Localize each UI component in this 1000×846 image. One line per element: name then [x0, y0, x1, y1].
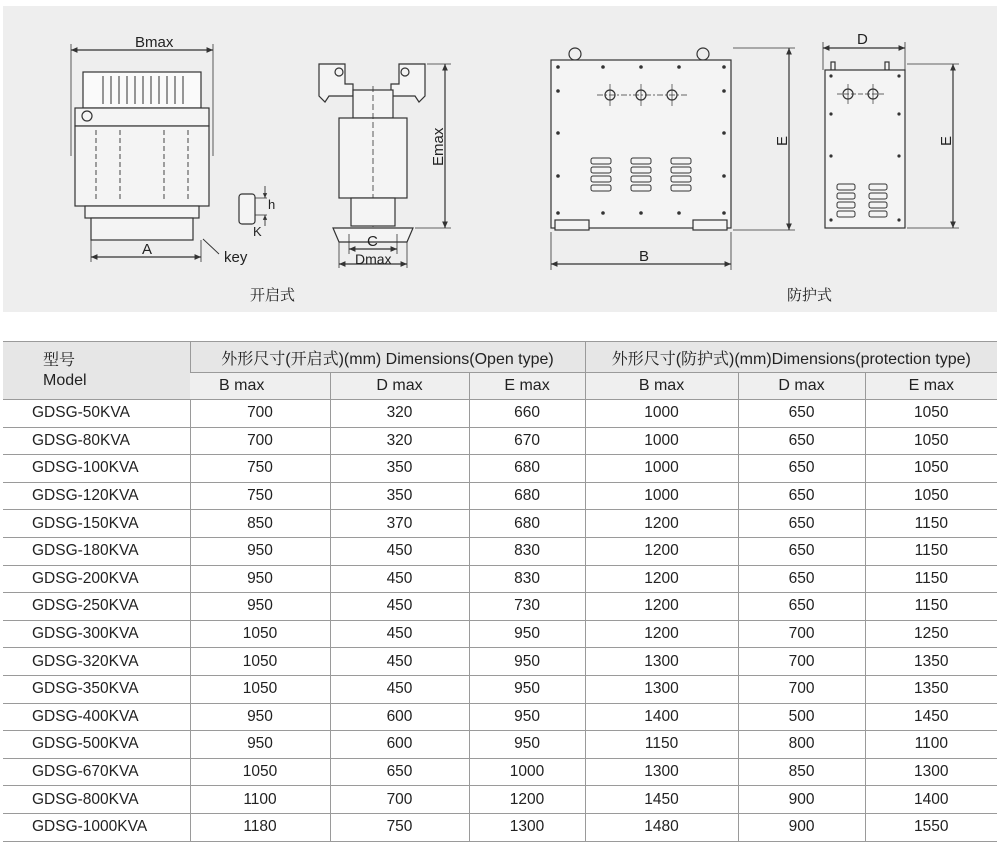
model-cell: GDSG-150KVA — [3, 510, 190, 538]
table-cell: 750 — [190, 482, 330, 510]
table-cell: 700 — [738, 675, 865, 703]
model-cell: GDSG-100KVA — [3, 455, 190, 483]
table-cell: 800 — [738, 731, 865, 759]
table-row — [3, 648, 997, 676]
table-cell: 680 — [469, 510, 585, 538]
column-header: B max — [190, 373, 330, 400]
table-cell: 700 — [190, 400, 330, 428]
table-row — [3, 537, 997, 565]
label-h: h — [268, 197, 276, 212]
table-cell: 950 — [190, 537, 330, 565]
model-cell: GDSG-250KVA — [3, 593, 190, 621]
open-type-front-view — [71, 44, 219, 262]
table-cell: 700 — [330, 786, 469, 814]
table-row — [3, 703, 997, 731]
table-cell: 950 — [190, 731, 330, 759]
table-cell: 320 — [330, 400, 469, 428]
model-header-en: Model — [43, 371, 87, 389]
column-header: E max — [865, 373, 997, 400]
table-cell: 670 — [469, 427, 585, 455]
caption-open-type: 开启式 — [250, 287, 296, 304]
table-cell: 1300 — [585, 675, 738, 703]
table-cell: 650 — [738, 510, 865, 538]
table-cell: 1050 — [865, 427, 997, 455]
table-cell: 450 — [330, 675, 469, 703]
model-cell: GDSG-200KVA — [3, 565, 190, 593]
table-cell: 650 — [738, 565, 865, 593]
table-cell: 1150 — [865, 565, 997, 593]
model-header-zh: 型号 — [43, 351, 76, 369]
table-cell: 950 — [469, 703, 585, 731]
label-b: B — [639, 248, 650, 265]
table-cell: 950 — [190, 565, 330, 593]
label-a: A — [142, 241, 153, 258]
table-cell: 730 — [469, 593, 585, 621]
table-cell: 1150 — [865, 510, 997, 538]
table-cell: 950 — [190, 593, 330, 621]
table-row — [3, 731, 997, 759]
table-cell: 850 — [190, 510, 330, 538]
table-cell: 850 — [738, 758, 865, 786]
table-cell: 1000 — [585, 455, 738, 483]
table-cell: 700 — [738, 620, 865, 648]
table-cell: 1150 — [865, 593, 997, 621]
table-cell: 350 — [330, 482, 469, 510]
table-cell: 1300 — [469, 813, 585, 841]
table-row — [3, 593, 997, 621]
table-cell: 600 — [330, 731, 469, 759]
table-row — [3, 482, 997, 510]
label-d: D — [857, 31, 868, 48]
table-row — [3, 510, 997, 538]
group-header-open: 外形尺寸(开启式)(mm) Dimensions(Open type) — [190, 342, 585, 373]
table-cell: 320 — [330, 427, 469, 455]
table-cell: 750 — [330, 813, 469, 841]
table-cell: 450 — [330, 648, 469, 676]
model-header — [3, 342, 190, 400]
label-e-front: E — [774, 135, 791, 146]
table-cell: 950 — [469, 675, 585, 703]
table-cell: 370 — [330, 510, 469, 538]
table-cell: 1550 — [865, 813, 997, 841]
table-row — [3, 565, 997, 593]
table-cell: 650 — [738, 482, 865, 510]
table-cell: 650 — [738, 593, 865, 621]
table-row — [3, 675, 997, 703]
table-row — [3, 455, 997, 483]
model-cell: GDSG-80KVA — [3, 427, 190, 455]
label-e-side: E — [938, 135, 955, 146]
table-cell: 650 — [738, 455, 865, 483]
caption-protection-type: 防护式 — [787, 287, 833, 304]
table-cell: 1200 — [585, 537, 738, 565]
label-emax: Emax — [430, 127, 447, 166]
model-cell: GDSG-50KVA — [3, 400, 190, 428]
table-cell: 1050 — [865, 400, 997, 428]
dimension-drawings-panel — [3, 6, 997, 312]
table-cell: 660 — [469, 400, 585, 428]
table-cell: 1100 — [865, 731, 997, 759]
table-cell: 1000 — [585, 400, 738, 428]
table-cell: 1150 — [865, 537, 997, 565]
table-cell: 1100 — [190, 786, 330, 814]
table-cell: 700 — [738, 648, 865, 676]
table-cell: 350 — [330, 455, 469, 483]
table-cell: 1050 — [190, 648, 330, 676]
column-header: D max — [738, 373, 865, 400]
table-cell: 450 — [330, 565, 469, 593]
table-cell: 1250 — [865, 620, 997, 648]
table-cell: 500 — [738, 703, 865, 731]
model-cell: GDSG-800KVA — [3, 786, 190, 814]
table-row — [3, 427, 997, 455]
table-row — [3, 786, 997, 814]
table-cell: 1050 — [190, 675, 330, 703]
table-cell: 1050 — [865, 455, 997, 483]
table-cell: 1000 — [585, 427, 738, 455]
table-cell: 900 — [738, 786, 865, 814]
table-cell: 1200 — [585, 593, 738, 621]
table-cell: 1350 — [865, 648, 997, 676]
table-cell: 1050 — [865, 482, 997, 510]
table-cell: 1300 — [585, 648, 738, 676]
column-header: D max — [330, 373, 469, 400]
table-cell: 450 — [330, 537, 469, 565]
group-header-protection: 外形尺寸(防护式)(mm)Dimensions(protection type) — [585, 342, 997, 373]
table-cell: 950 — [469, 731, 585, 759]
model-cell: GDSG-500KVA — [3, 731, 190, 759]
protection-type-front-view — [551, 48, 795, 270]
table-cell: 1300 — [585, 758, 738, 786]
protection-type-side-view — [823, 42, 959, 228]
table-cell: 1400 — [585, 703, 738, 731]
model-cell: GDSG-320KVA — [3, 648, 190, 676]
model-cell: GDSG-350KVA — [3, 675, 190, 703]
table-header-row — [3, 342, 997, 373]
table-cell: 1000 — [469, 758, 585, 786]
table-cell: 450 — [330, 593, 469, 621]
table-cell: 650 — [738, 427, 865, 455]
table-row — [3, 813, 997, 841]
table-cell: 1200 — [585, 510, 738, 538]
model-cell: GDSG-670KVA — [3, 758, 190, 786]
table-cell: 1200 — [469, 786, 585, 814]
label-k: K — [253, 224, 262, 239]
table-cell: 450 — [330, 620, 469, 648]
table-cell: 600 — [330, 703, 469, 731]
dimensions-table — [3, 341, 997, 842]
table-cell: 1300 — [865, 758, 997, 786]
table-cell: 1200 — [585, 620, 738, 648]
table-cell: 650 — [738, 400, 865, 428]
table-row — [3, 758, 997, 786]
table-cell: 680 — [469, 482, 585, 510]
model-cell: GDSG-120KVA — [3, 482, 190, 510]
table-cell: 1400 — [865, 786, 997, 814]
column-header: B max — [585, 373, 738, 400]
table-cell: 830 — [469, 537, 585, 565]
model-cell: GDSG-180KVA — [3, 537, 190, 565]
table-row — [3, 620, 997, 648]
table-cell: 1050 — [190, 758, 330, 786]
label-key: key — [224, 249, 248, 266]
table-cell: 830 — [469, 565, 585, 593]
table-cell: 1450 — [865, 703, 997, 731]
table-cell: 1200 — [585, 565, 738, 593]
table-cell: 1150 — [585, 731, 738, 759]
table-cell: 700 — [190, 427, 330, 455]
model-cell: GDSG-1000KVA — [3, 813, 190, 841]
table-cell: 1180 — [190, 813, 330, 841]
table-cell: 950 — [469, 648, 585, 676]
table-cell: 1480 — [585, 813, 738, 841]
table-cell: 750 — [190, 455, 330, 483]
key-detail — [239, 186, 267, 226]
label-c: C — [367, 233, 378, 250]
table-cell: 950 — [190, 703, 330, 731]
table-cell: 680 — [469, 455, 585, 483]
table-cell: 650 — [738, 537, 865, 565]
table-row — [3, 400, 997, 428]
column-header: E max — [469, 373, 585, 400]
table-cell: 650 — [330, 758, 469, 786]
label-dmax: Dmax — [355, 251, 392, 267]
label-bmax: Bmax — [135, 34, 174, 51]
model-cell: GDSG-400KVA — [3, 703, 190, 731]
model-cell: GDSG-300KVA — [3, 620, 190, 648]
table-cell: 1450 — [585, 786, 738, 814]
table-cell: 950 — [469, 620, 585, 648]
table-cell: 1000 — [585, 482, 738, 510]
table-cell: 1350 — [865, 675, 997, 703]
dimension-drawings — [3, 6, 997, 312]
table-cell: 1050 — [190, 620, 330, 648]
table-cell: 900 — [738, 813, 865, 841]
